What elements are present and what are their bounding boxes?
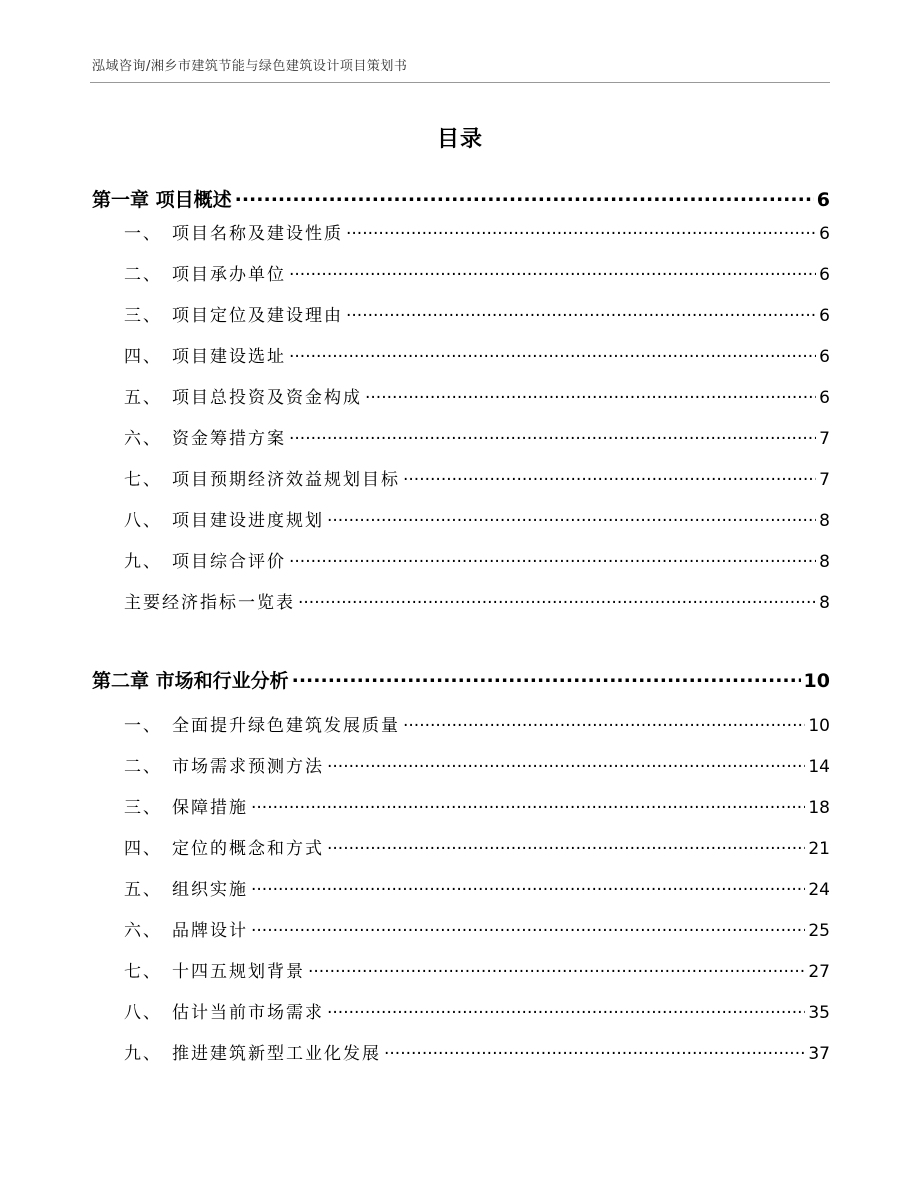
- dot-leader: [403, 468, 816, 485]
- toc-entry[interactable]: [92, 342, 830, 367]
- toc-entry-number: 一、: [124, 224, 162, 244]
- toc-chapter-label: 第一章 项目概述: [92, 189, 232, 211]
- dot-leader: [289, 427, 816, 444]
- toc-entry-number: 五、: [124, 880, 162, 900]
- dot-leader: [251, 796, 805, 813]
- toc-page-number: 6: [819, 224, 830, 244]
- toc-page-number: 7: [819, 429, 830, 449]
- dot-leader: [327, 837, 805, 854]
- toc-entry[interactable]: [92, 834, 830, 859]
- toc-entry-number: 四、: [124, 347, 162, 367]
- dot-leader: [289, 345, 816, 362]
- toc-entry-number: 六、: [124, 921, 162, 941]
- toc-page-number: 14: [808, 757, 830, 777]
- toc-entry-label: 项目名称及建设性质: [172, 224, 343, 244]
- dot-leader: [251, 878, 805, 895]
- toc-page-number: 35: [808, 1003, 830, 1023]
- toc-page-number: 6: [819, 265, 830, 285]
- toc-entry[interactable]: [92, 957, 830, 982]
- toc-entry[interactable]: [92, 752, 830, 777]
- toc-chapter-1[interactable]: [92, 185, 830, 212]
- dot-leader: [308, 960, 805, 977]
- toc-entry-label: 项目综合评价: [172, 552, 286, 572]
- toc-page-number: 8: [819, 593, 830, 613]
- toc-entry-number: 五、: [124, 388, 162, 408]
- toc-entry[interactable]: [92, 506, 830, 531]
- toc-chapter-2[interactable]: [92, 666, 830, 693]
- toc-page-number: 18: [808, 798, 830, 818]
- toc-entry-label: 十四五规划背景: [172, 962, 305, 982]
- toc-entry[interactable]: [92, 793, 830, 818]
- toc-entry-number: 八、: [124, 511, 162, 531]
- dot-leader: [251, 919, 805, 936]
- page-header: 泓域咨询/湘乡市建筑节能与绿色建筑设计项目策划书: [92, 59, 408, 74]
- toc-entry-label: 项目建设选址: [172, 347, 286, 367]
- toc-entry-label: 推进建筑新型工业化发展: [172, 1044, 381, 1064]
- toc-entry-number: 七、: [124, 962, 162, 982]
- dot-leader: [327, 755, 805, 772]
- toc-page-number: 24: [808, 880, 830, 900]
- toc-title: 目录: [436, 127, 483, 152]
- dot-leader: [289, 550, 816, 567]
- toc-entry[interactable]: [92, 383, 830, 408]
- toc-entry[interactable]: [92, 260, 830, 285]
- toc-entry[interactable]: [92, 547, 830, 572]
- toc-page-number: 37: [808, 1044, 830, 1064]
- toc-entry-number: 四、: [124, 839, 162, 859]
- toc-entry[interactable]: [92, 998, 830, 1023]
- toc-entry-label: 组织实施: [172, 880, 248, 900]
- dot-leader: [365, 386, 816, 403]
- toc-entry-label: 项目预期经济效益规划目标: [172, 470, 400, 490]
- toc-chapter-label: 第二章 市场和行业分析: [92, 670, 289, 692]
- toc-entry[interactable]: [92, 711, 830, 736]
- toc-entry-label: 项目承办单位: [172, 265, 286, 285]
- toc-entry-number: 七、: [124, 470, 162, 490]
- dot-leader: [327, 1001, 805, 1018]
- toc-entry-label: 全面提升绿色建筑发展质量: [172, 716, 400, 736]
- toc-entry[interactable]: [92, 219, 830, 244]
- toc-page-number: 10: [808, 716, 830, 736]
- dot-leader: [235, 187, 814, 206]
- toc-page-number: 6: [819, 306, 830, 326]
- dot-leader: [384, 1042, 805, 1059]
- toc-page-number: 6: [816, 189, 830, 211]
- toc-entry-label: 项目定位及建设理由: [172, 306, 343, 326]
- toc-entry-number: 六、: [124, 429, 162, 449]
- toc-page-number: 7: [819, 470, 830, 490]
- toc-entry-label: 保障措施: [172, 798, 248, 818]
- dot-leader: [289, 263, 816, 280]
- toc-entry-label: 估计当前市场需求: [172, 1003, 324, 1023]
- toc-entry-number: 三、: [124, 306, 162, 326]
- toc-entry-number: 一、: [124, 716, 162, 736]
- header-divider: [90, 82, 830, 83]
- toc-entry-label: 定位的概念和方式: [172, 839, 324, 859]
- toc-page-number: 6: [819, 347, 830, 367]
- toc-entry-number: 二、: [124, 757, 162, 777]
- toc-entry-label: 项目建设进度规划: [172, 511, 324, 531]
- toc-entry-number: 九、: [124, 552, 162, 572]
- dot-leader: [298, 591, 816, 608]
- toc-entry[interactable]: [92, 875, 830, 900]
- toc-entry[interactable]: [92, 916, 830, 941]
- toc-entry[interactable]: [92, 465, 830, 490]
- toc-page-number: 25: [808, 921, 830, 941]
- toc-page-number: 27: [808, 962, 830, 982]
- toc-entry-label: 品牌设计: [172, 921, 248, 941]
- toc-entry-label: 项目总投资及资金构成: [172, 388, 362, 408]
- toc-entry[interactable]: [92, 424, 830, 449]
- toc-entry-label: 资金筹措方案: [172, 429, 286, 449]
- toc-entry[interactable]: [92, 588, 830, 613]
- dot-leader: [292, 668, 801, 687]
- toc-entry-number: 八、: [124, 1003, 162, 1023]
- toc-page-number: 6: [819, 388, 830, 408]
- toc-page-number: 10: [803, 670, 830, 692]
- toc-entry-number: 二、: [124, 265, 162, 285]
- dot-leader: [346, 222, 816, 239]
- toc-entry-label: 市场需求预测方法: [172, 757, 324, 777]
- toc-entry[interactable]: [92, 301, 830, 326]
- toc-entry-number: 九、: [124, 1044, 162, 1064]
- toc-page-number: 21: [808, 839, 830, 859]
- toc-page-number: 8: [819, 552, 830, 572]
- dot-leader: [403, 714, 805, 731]
- toc-entry[interactable]: [92, 1039, 830, 1064]
- toc-entry-number: 三、: [124, 798, 162, 818]
- dot-leader: [327, 509, 816, 526]
- toc-page-number: 8: [819, 511, 830, 531]
- toc-entry-label: 主要经济指标一览表: [124, 593, 295, 613]
- dot-leader: [346, 304, 816, 321]
